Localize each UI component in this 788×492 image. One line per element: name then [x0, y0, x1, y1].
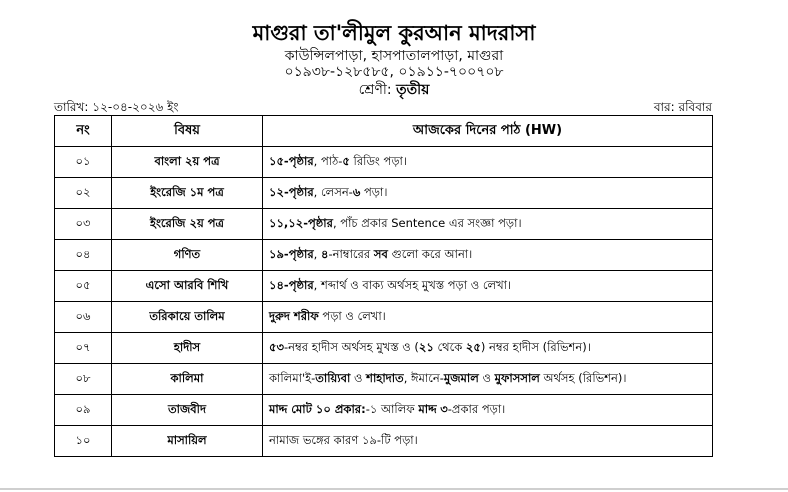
row-number: ০৩: [55, 209, 112, 240]
task-segment: কালিমা'ই-: [269, 370, 316, 385]
task-segment: ) নম্বর হাদীস (রিভিশন)।: [480, 339, 591, 354]
row-subject: এসো আরবি শিখি: [112, 271, 263, 302]
task-segment: , পাঁচ প্রকার Sentence এর সংজ্ঞা পড়া।: [332, 215, 522, 230]
task-segment: , শব্দার্থ ও বাক্য অর্থসহ মুখস্ত পড়া ও লেখা।: [313, 277, 512, 292]
class-value: তৃতীয়: [396, 82, 430, 98]
row-number: ১০: [55, 426, 112, 457]
row-number: ০৯: [55, 395, 112, 426]
row-task: [263, 302, 713, 333]
table-row: [55, 364, 713, 395]
task-segment: ১১,১২-পৃষ্ঠার: [269, 215, 333, 230]
task-segment: ৫৩: [269, 339, 284, 354]
row-subject: গণিত: [112, 240, 263, 271]
date-line: [54, 99, 179, 115]
task-segment: ,: [313, 246, 321, 261]
task-segment: শাহাদাত: [366, 370, 404, 385]
task-segment: ৩: [440, 401, 448, 416]
table-row: [55, 426, 713, 457]
table-row: [55, 147, 713, 178]
table-row: [55, 178, 713, 209]
task-segment: পড়া ও লেখা।: [318, 308, 386, 323]
task-segment: ও: [350, 370, 367, 385]
task-segment: অর্থসহ (রিভিশন)।: [539, 370, 627, 385]
row-subject: তরিকায়ে তালিম: [112, 302, 263, 333]
date-label: তারিখ:: [54, 100, 89, 114]
row-subject: ইংরেজি ২য় পত্র: [112, 209, 263, 240]
row-number: ০১: [55, 147, 112, 178]
table-header-row: [55, 116, 713, 147]
table-row: [55, 271, 713, 302]
class-label: শ্রেণী:: [358, 82, 392, 98]
day-value: রবিবার: [678, 100, 712, 114]
row-task: [263, 333, 713, 364]
task-segment: নামাজ ভঙ্গের কারণ ১৯-টি পড়া।: [269, 432, 418, 447]
row-number: ০৬: [55, 302, 112, 333]
task-segment: গুলো করে আনা।: [387, 246, 473, 261]
row-subject: কালিমা: [112, 364, 263, 395]
row-subject: বাংলা ২য় পত্র: [112, 147, 263, 178]
task-segment: ৪: [320, 246, 329, 261]
task-segment: ১৫-পৃষ্ঠার: [269, 153, 314, 168]
row-number: ০৭: [55, 333, 112, 364]
date-value: ১২-০৪-২০২৬ ইং: [92, 100, 179, 114]
row-task: [263, 147, 713, 178]
task-segment: ৬: [352, 184, 361, 199]
row-task: [263, 364, 713, 395]
row-task: [263, 271, 713, 302]
table-row: [55, 209, 713, 240]
row-number: ০৫: [55, 271, 112, 302]
row-subject: মাসায়িল: [112, 426, 263, 457]
task-segment: ২৫: [465, 339, 481, 354]
table-row: [55, 395, 713, 426]
task-segment: ১২-পৃষ্ঠার: [269, 184, 314, 199]
task-segment: , ঈমানে-: [403, 370, 444, 385]
day-line: [654, 99, 712, 115]
task-segment: ১৪-পৃষ্ঠার: [269, 277, 314, 292]
task-segment: -নাম্বারের: [328, 246, 374, 261]
task-segment: -নম্বর হাদীস অর্থসহ মুখস্ত ও (: [283, 339, 419, 354]
class-line: [0, 81, 788, 99]
table-row: [55, 240, 713, 271]
task-segment: মুফাসসাল: [494, 370, 540, 385]
day-label: বার:: [653, 100, 675, 114]
row-task: [263, 240, 713, 271]
row-subject: তাজবীদ: [112, 395, 263, 426]
school-address: কাউন্সিলপাড়া, হাসপাতালপাড়া, মাগুরা: [284, 48, 504, 64]
row-task: [263, 426, 713, 457]
task-segment: মাদ্দ: [418, 401, 437, 416]
task-segment: দুরুদ শরীফ: [269, 308, 319, 323]
task-segment: থেকে: [433, 339, 466, 354]
row-number: ০৪: [55, 240, 112, 271]
homework-table: [54, 115, 713, 457]
table-row: [55, 302, 713, 333]
column-header-subject: বিষয়: [112, 116, 263, 147]
row-subject: হাদীস: [112, 333, 263, 364]
task-segment: , লেসন-: [313, 184, 353, 199]
row-number: ০২: [55, 178, 112, 209]
task-segment: ২১: [418, 339, 434, 354]
task-segment: মুজমাল: [443, 370, 479, 385]
row-task: [263, 395, 713, 426]
row-number: ০৮: [55, 364, 112, 395]
phone-numbers: ০১৯৩৮-১২৮৫৮৫, ০১৯১১-৭০০৭০৮: [284, 64, 504, 80]
task-segment: -১ আলিফ: [365, 401, 419, 416]
task-segment: -প্রকার পড়া।: [447, 401, 506, 416]
task-segment: মাদ্দ মোট ১০ প্রকার:: [269, 401, 366, 416]
task-segment: ১৯-পৃষ্ঠার: [269, 246, 314, 261]
column-header-task: আজকের দিনের পাঠ (HW): [263, 116, 713, 147]
row-task: [263, 178, 713, 209]
row-task: [263, 209, 713, 240]
task-segment: সব: [373, 246, 388, 261]
task-segment: ৫: [342, 153, 350, 168]
row-subject: ইংরেজি ১ম পত্র: [112, 178, 263, 209]
task-segment: পড়া।: [360, 184, 388, 199]
task-segment: , পাঠ-: [313, 153, 343, 168]
task-segment: তায়্যিবা: [315, 370, 351, 385]
task-segment: রিডিং পড়া।: [349, 153, 407, 168]
task-segment: ও: [478, 370, 495, 385]
table-row: [55, 333, 713, 364]
column-header-no: নং: [55, 116, 112, 147]
page-divider: [0, 488, 788, 490]
school-name: মাগুরা তা'লীমুল কুরআন মাদরাসা: [252, 21, 536, 45]
